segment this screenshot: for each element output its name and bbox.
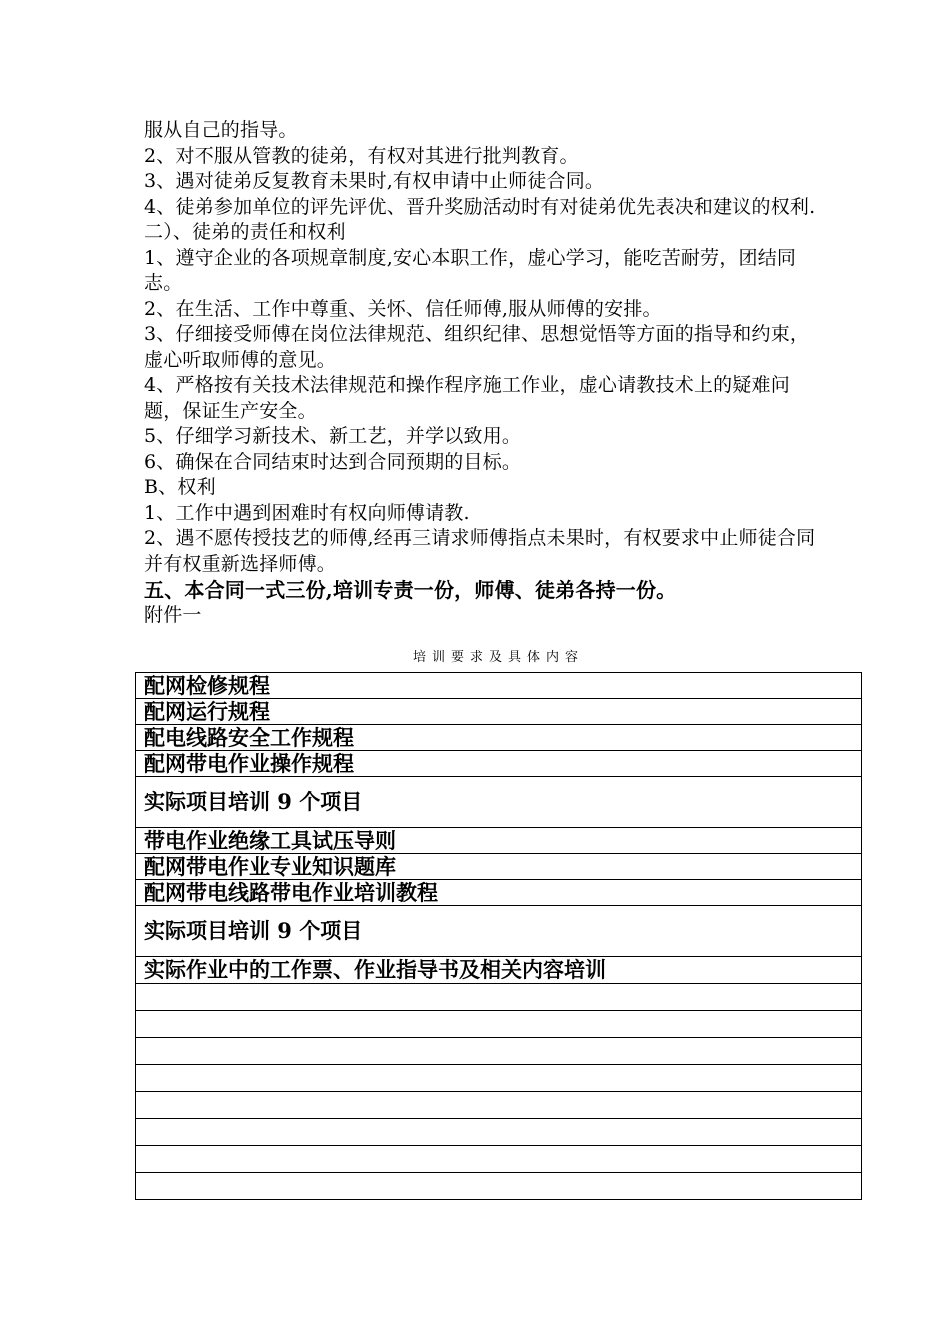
table-cell (136, 1065, 862, 1092)
table-row (136, 751, 862, 777)
table-cell: 配网带电线路带电作业培训教程 (136, 880, 862, 906)
table-caption: 培训要求及具体内容 (412, 650, 584, 665)
table-row (136, 1038, 862, 1065)
table-row (136, 1065, 862, 1092)
table-row (136, 828, 862, 854)
table-cell: 配网检修规程 (136, 673, 862, 699)
table-cell (136, 984, 862, 1011)
paragraph: 4、徒弟参加单位的评先评优、晋升奖励活动时有对徒弟优先表决和建议的权利. (144, 195, 816, 218)
table-cell (136, 1146, 862, 1173)
table-cell: 配网运行规程 (136, 699, 862, 725)
paragraph: 3、仔细接受师傅在岗位法律规范、组织纪律、思想觉悟等方面的指导和约束，虚心听取师傅的意见。 (144, 323, 810, 371)
table-row (136, 725, 862, 751)
paragraph: 服从自己的指导。 (144, 119, 298, 141)
table-cell: 实际项目培训 9 个项目 (136, 777, 862, 828)
table-row (136, 984, 862, 1011)
table-cell (136, 1092, 862, 1119)
table-cell: 实际作业中的工作票、作业指导书及相关内容培训 (136, 957, 862, 984)
paragraph: 5、仔细学习新技术、新工艺，并学以致用。 (144, 425, 522, 447)
table-cell: 配网带电作业操作规程 (136, 751, 862, 777)
table-row (136, 777, 862, 828)
training-requirements-table (135, 672, 862, 1200)
table-cell: 配网带电作业专业知识题库 (136, 854, 862, 880)
table-cell: 带电作业绝缘工具试压导则 (136, 828, 862, 854)
table-row (136, 673, 862, 699)
table-cell (136, 1011, 862, 1038)
table-cell (136, 1173, 862, 1200)
table-row (136, 906, 862, 957)
paragraph: 6、确保在合同结束时达到合同预期的目标。 (144, 450, 522, 473)
table-row (136, 957, 862, 984)
table-row (136, 1173, 862, 1200)
paragraph: 3、遇对徒弟反复教育未果时,有权申请中止师徒合同。 (144, 170, 605, 192)
paragraph: 2、在生活、工作中尊重、关怀、信任师傅,服从师傅的安排。 (144, 297, 662, 320)
table-row (136, 1146, 862, 1173)
paragraph: 2、对不服从管教的徒弟，有权对其进行批判教育。 (144, 144, 579, 167)
paragraph: 4、严格按有关技术法律规范和操作程序施工作业，虚心请教技术上的疑难问题，保证生产安全。 (144, 374, 790, 422)
paragraph: 1、遵守企业的各项规章制度,安心本职工作，虚心学习，能吃苦耐劳，团结同志。 (144, 246, 797, 294)
table-row (136, 699, 862, 725)
paragraph: 1、工作中遇到困难时有权向师傅请教. (144, 501, 470, 524)
table-cell (136, 1119, 862, 1146)
attachment-label: 附件一 (144, 604, 202, 626)
table-cell: 配电线路安全工作规程 (136, 725, 862, 751)
table-row (136, 1092, 862, 1119)
paragraph: 2、遇不愿传授技艺的师傅,经再三请求师傅指点未果时，有权要求中止师徒合同并有权重新选择师傅。 (144, 527, 816, 575)
section-heading: 二）、徒弟的责任和权利 (144, 221, 346, 243)
section-heading: B、权利 (144, 476, 216, 498)
clause-five-bold: 五、本合同一式三份,培训专责一份，师傅、徒弟各持一份。 (144, 578, 677, 602)
table-row (136, 854, 862, 880)
table-row (136, 1011, 862, 1038)
table-row (136, 880, 862, 906)
contract-body-text (144, 118, 816, 629)
table-cell: 实际项目培训 9 个项目 (136, 906, 862, 957)
table-cell (136, 1038, 862, 1065)
table-row (136, 1119, 862, 1146)
